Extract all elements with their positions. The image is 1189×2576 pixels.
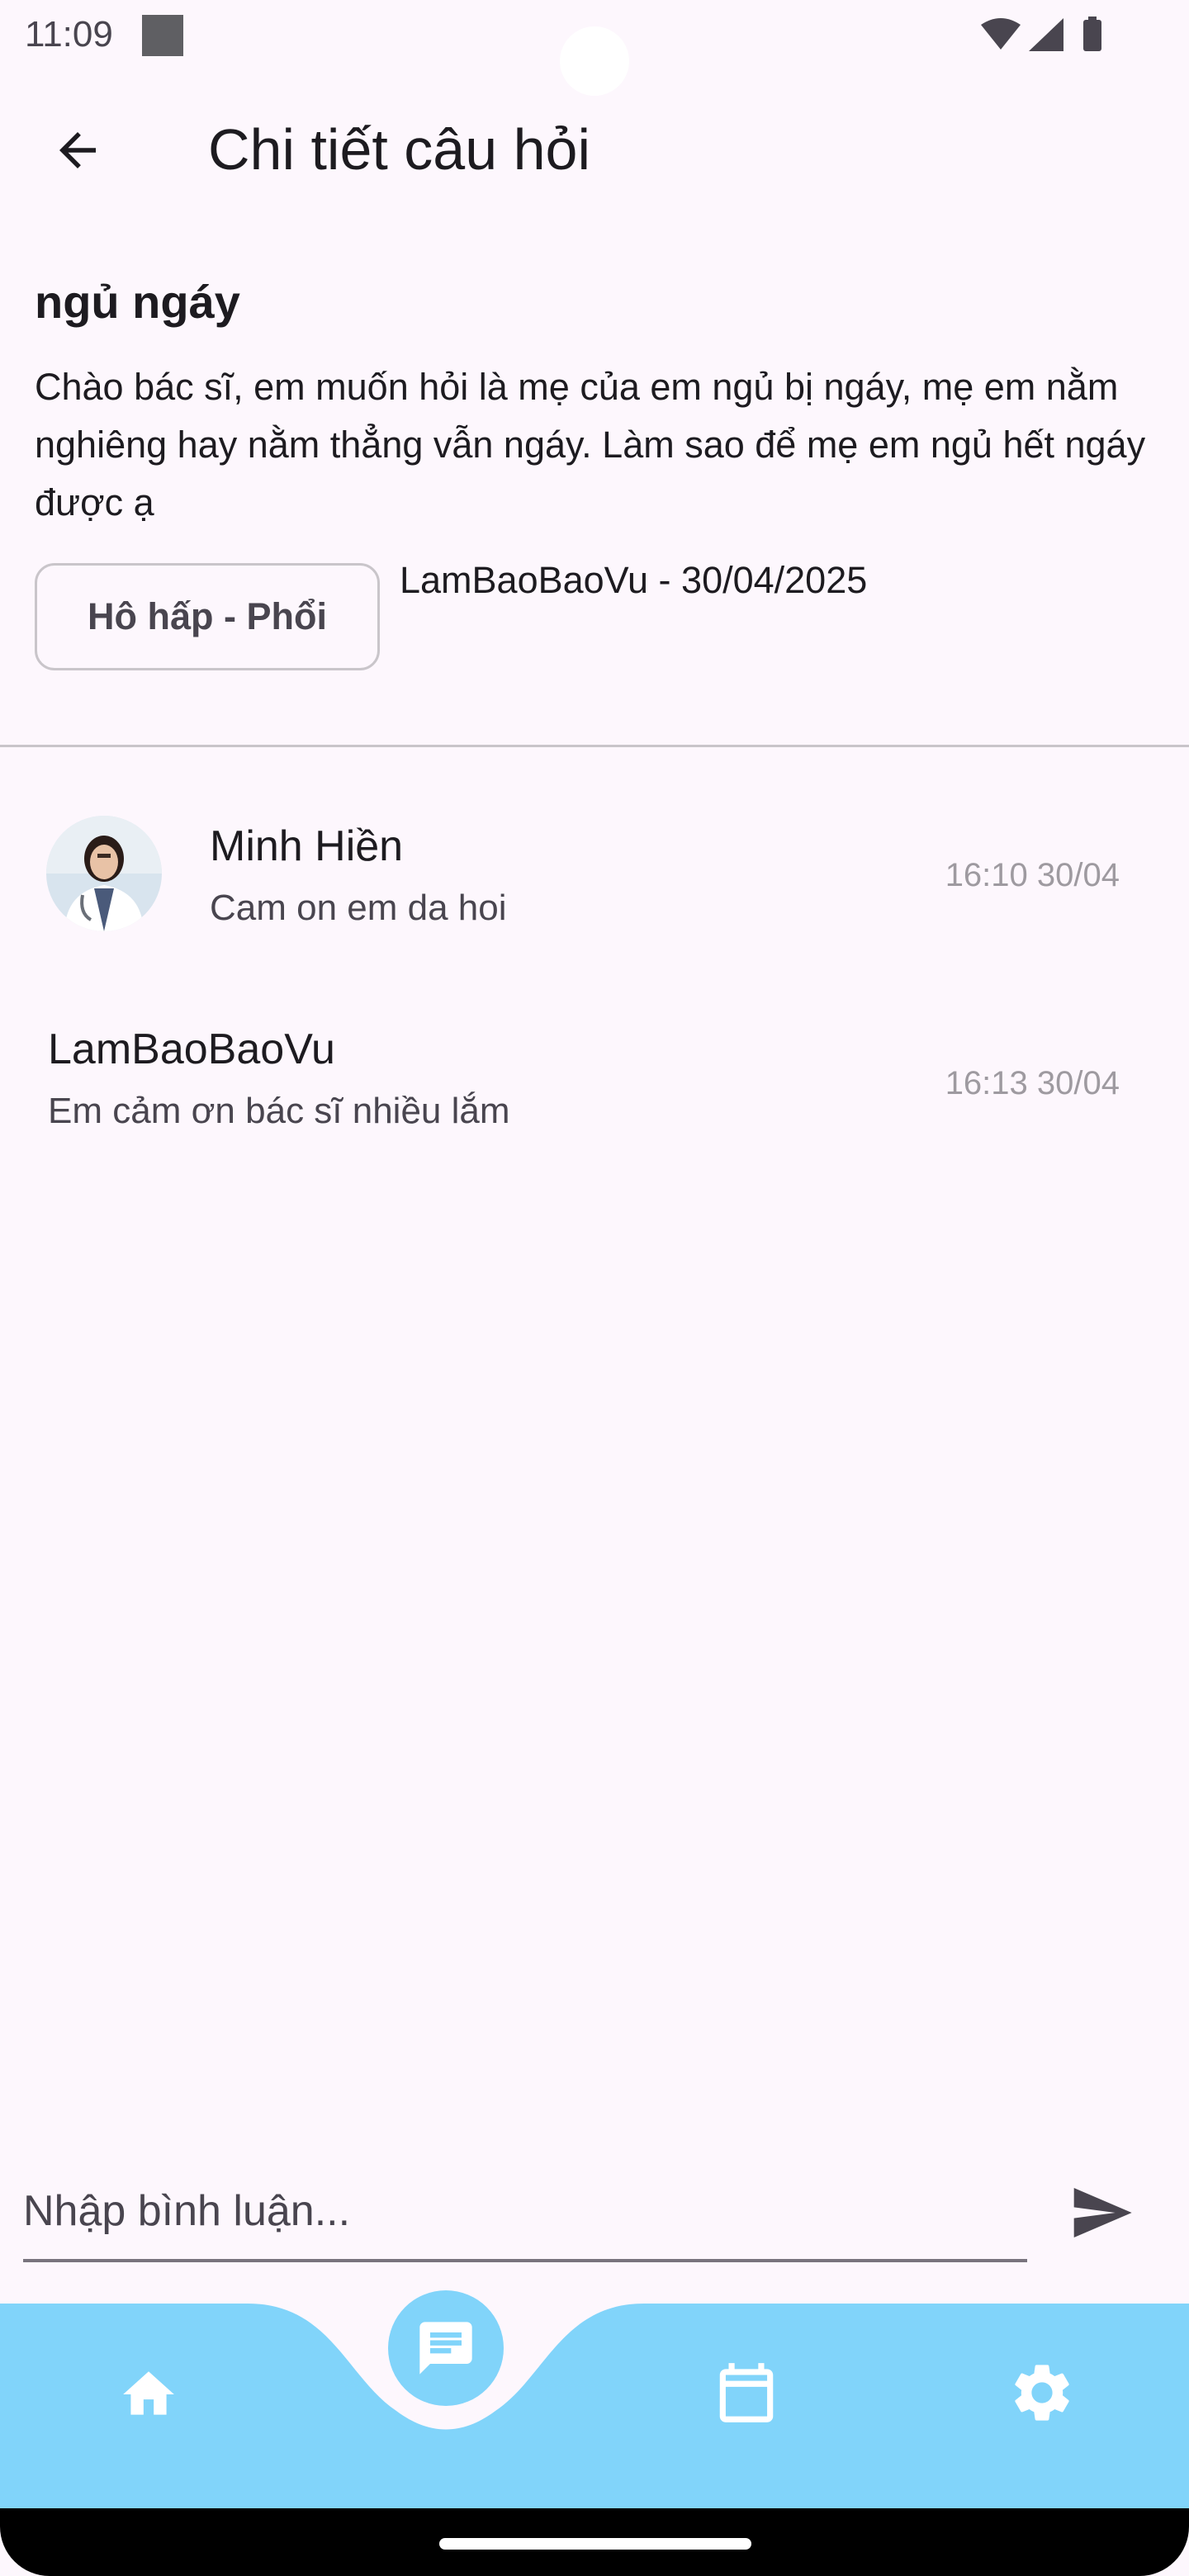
send-button[interactable] xyxy=(1052,2171,1151,2254)
home-indicator[interactable] xyxy=(439,2538,751,2550)
signal-icon xyxy=(1029,18,1063,51)
wifi-icon xyxy=(981,18,1021,50)
category-chip[interactable]: Hô hấp - Phổi xyxy=(35,563,380,670)
nav-chat-button[interactable] xyxy=(388,2290,504,2406)
nav-settings-button[interactable] xyxy=(991,2342,1093,2444)
comment-time: 16:10 30/04 xyxy=(945,857,1120,893)
back-button[interactable] xyxy=(36,109,119,192)
nav-calendar-button[interactable] xyxy=(695,2342,798,2444)
home-icon xyxy=(118,2364,179,2425)
avatar xyxy=(46,816,162,931)
comment-item xyxy=(0,1016,1189,1148)
camera-cutout xyxy=(560,26,629,96)
chat-icon xyxy=(414,2317,477,2379)
comment-text: Cam on em da hoi xyxy=(210,888,507,928)
nav-home-button[interactable] xyxy=(99,2345,198,2444)
page-title: Chi tiết câu hỏi xyxy=(208,117,591,182)
divider xyxy=(0,745,1189,747)
comment-author: Minh Hiền xyxy=(210,822,404,870)
question-title: ngủ ngáy xyxy=(35,276,240,328)
comment-input[interactable] xyxy=(23,2163,1027,2262)
comment-author: LamBaoBaoVu xyxy=(48,1025,335,1073)
comment-time: 16:13 30/04 xyxy=(945,1065,1120,1101)
calendar-icon xyxy=(711,2357,782,2428)
battery-icon xyxy=(1083,20,1101,51)
comment-text: Em cảm ơn bác sĩ nhiều lắm xyxy=(48,1091,510,1131)
notification-icon xyxy=(142,15,183,56)
status-icons xyxy=(978,15,1110,56)
send-icon xyxy=(1068,2180,1135,2246)
question-body: Chào bác sĩ, em muốn hỏi là mẹ của em ngủ bị ngáy, mẹ em nằm nghiêng hay nằm thẳng vẫn ngáy. Làm sao để mẹ em ngủ hết ngáy được ạ xyxy=(35,366,1146,523)
question-meta: LamBaoBaoVu - 30/04/2025 xyxy=(400,559,868,601)
status-time: 11:09 xyxy=(25,14,113,54)
arrow-left-icon xyxy=(50,123,105,178)
comment-item xyxy=(0,793,1189,958)
gear-icon xyxy=(1007,2358,1077,2427)
